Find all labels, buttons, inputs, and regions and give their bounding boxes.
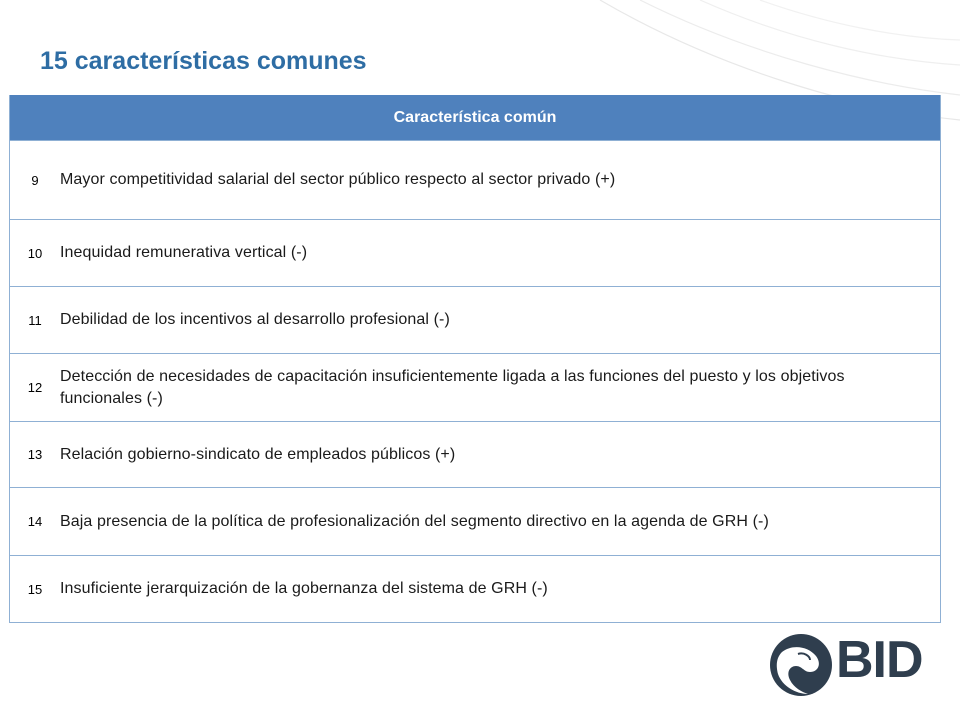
- row-text: Insuficiente jerarquización de la gobernanza del sistema de GRH (-): [60, 580, 548, 597]
- table-row: [10, 286, 940, 353]
- table-row: [10, 140, 940, 219]
- row-number: 15: [27, 581, 43, 597]
- row-text: Debilidad de los incentivos al desarrollo profesional (-): [60, 311, 450, 328]
- characteristics-table: [9, 95, 941, 623]
- row-number: 11: [28, 312, 42, 328]
- row-text: Baja presencia de la política de profesionalización del segmento directivo en la agenda de GRH (-): [60, 512, 769, 530]
- row-number: 9: [31, 172, 39, 188]
- slide-title: 15 características comunes: [40, 47, 367, 75]
- table-header: [10, 95, 940, 140]
- table-row: [10, 487, 940, 555]
- table-row: [10, 219, 940, 286]
- row-number: 13: [27, 447, 43, 462]
- table-row: [10, 353, 940, 421]
- row-text: Detección de necesidades de capacitación insuficientemente ligada a las funciones del puesto y los objetivos funcionales (-): [60, 367, 845, 407]
- row-text: Inequidad remunerativa vertical (-): [60, 244, 308, 261]
- table-row: [10, 421, 940, 487]
- logo-text: BID: [836, 631, 923, 689]
- row-number: 12: [27, 380, 43, 395]
- table-header-label: Característica común: [393, 108, 557, 126]
- row-text: Mayor competitividad salarial del sector público respecto al sector privado (+): [60, 171, 616, 188]
- row-text: Relación gobierno-sindicato de empleados públicos (+): [60, 445, 456, 463]
- table-row: [10, 555, 940, 622]
- row-number: 10: [27, 245, 43, 261]
- row-number: 14: [27, 514, 43, 529]
